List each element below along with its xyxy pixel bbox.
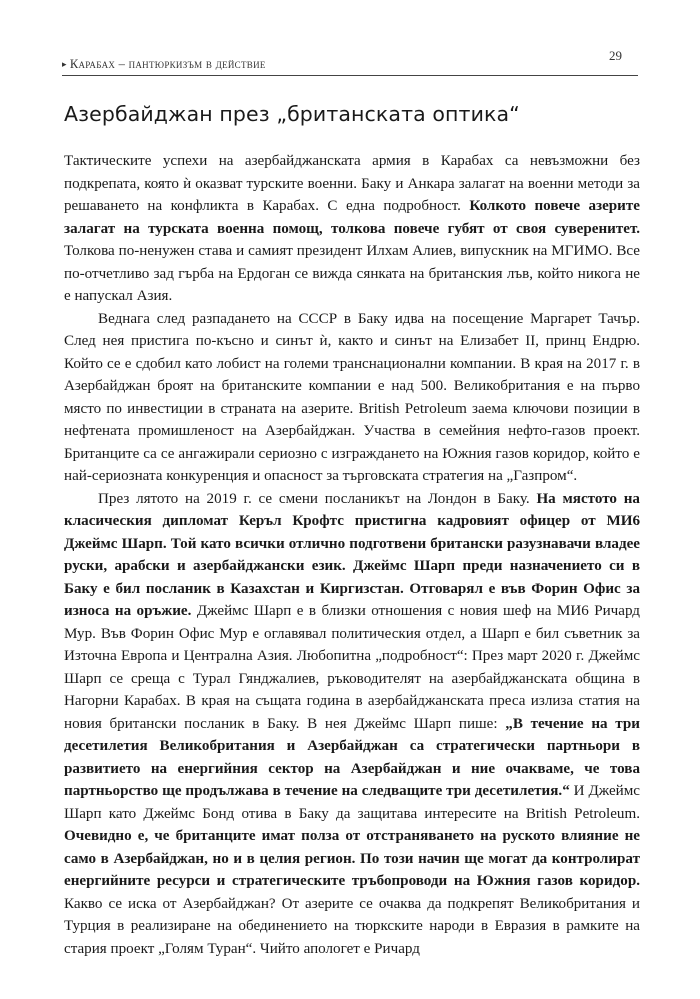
triangle-marker-icon: ▸	[62, 59, 67, 69]
text-run: Тактическите успехи на азербайджанската армия в Карабах са невъзможни без подкрепата, която ѝ оказват турските военни. Баку и Анкара залагат на военни методи за решаването на конфликта в Карабах. С една подробност.	[64, 153, 640, 214]
running-head-text: Карабах – пантюркизъм в действие	[69, 57, 266, 71]
bold-text-run: „В течение на три десетилетия Великобритания и Азербайджан са стратегически партньори в развитието на енергийния сектор на Азербайджан и ние очакваме, че това партньорство ще продължава в течение на следващите три десетилетия.“	[64, 715, 640, 799]
body-text	[64, 150, 640, 960]
page-number: 29	[609, 48, 622, 63]
paragraph	[64, 150, 640, 308]
text-run: Джеймс Шарп е в близки отношения с новия шеф на МИ6 Ричард Мур. Във Форин Офис Мур е оглавявал политическия отдел, а Шарп е бил съветник за Източна Европа и Централна Азия. Любопитна „подробност“: През март 2020 г. Джеймс Шарп се среща с Турал Гянджалиев, ръководителят на азербайджанската община в Нагорни Карабах. В края на същата година в азербайджанската преса излиза статия на новия британски посланик в Баку. В нея Джеймс Шарп пише:	[64, 603, 640, 732]
text-run: Толкова по-ненужен става и самият президент Илхам Алиев, випускник на МГИМО. Все по-отчетливо зад гърба на Ердоган се вижда сянката на британския лъв, който никога не е напускал Азия.	[64, 243, 640, 304]
header-divider	[62, 75, 638, 76]
paragraph	[64, 308, 640, 488]
bold-text-run: Колкото повече азерите залагат на турската военна помощ, толкова повече губят от своя суверенитет.	[64, 198, 640, 237]
section-title: Азербайджан през „британската оптика“	[64, 102, 520, 126]
paragraph	[64, 488, 640, 961]
running-head	[62, 57, 266, 72]
bold-text-run: Очевидно е, че британците имат полза от отстраняването на руското влияние не само в Азербайджан, но и в целия регион. По този начин ще могат да контролират енергийните ресурси и стратегическите тръбопроводи на Южния газов коридор.	[64, 828, 640, 889]
text-run: Веднага след разпадането на СССР в Баку идва на посещение Маргарет Тачър. След нея пристига по-късно и синът ѝ, както и синът на Елизабет II, принц Ендрю. Който се е сдобил като лобист на големи транснационални компании. В края на 2017 г. в Азербайджан броят на британските компании е над 500. Великобритания е на първо място по инвестиции в страната на азерите. British Petroleum заема ключови позиции в нефтената промишленост на Азербайджан. Участва в семейния нефто-газов проект. Британците са се ангажирали сериозно с изграждането на Южния газов коридор, който е най-сериозната конкуренция и опасност за търговската стратегия на „Газпром“.	[64, 310, 640, 484]
text-run: И Джеймс Шарп като Джеймс Бонд отива в Баку да защитава интересите на British Petroleum.	[64, 783, 640, 822]
text-run: През лятото на 2019 г. се смени посланикът на Лондон в Баку.	[98, 490, 537, 507]
text-run: Какво се иска от Азербайджан? От азерите се очаква да подкрепят Великобритания и Турция в реализиране на обединението на тюркските народи в Евразия в рамките на стария проект „Голям Туран“. Чийто апологет е Ричард	[64, 895, 640, 957]
bold-text-run: На мястото на класическия дипломат Керъл Крофтс пристигна кадровият офицер от МИ6 Джеймс Шарп. Той като всички отлично подготвени британски разузнавачи владее руски, арабски и азербайджански език. Джеймс Шарп преди назначението си в Баку е бил посланик в Казахстан и Киргизстан. Отговарял е във Форин Офис за износа на оръжие.	[64, 490, 640, 619]
